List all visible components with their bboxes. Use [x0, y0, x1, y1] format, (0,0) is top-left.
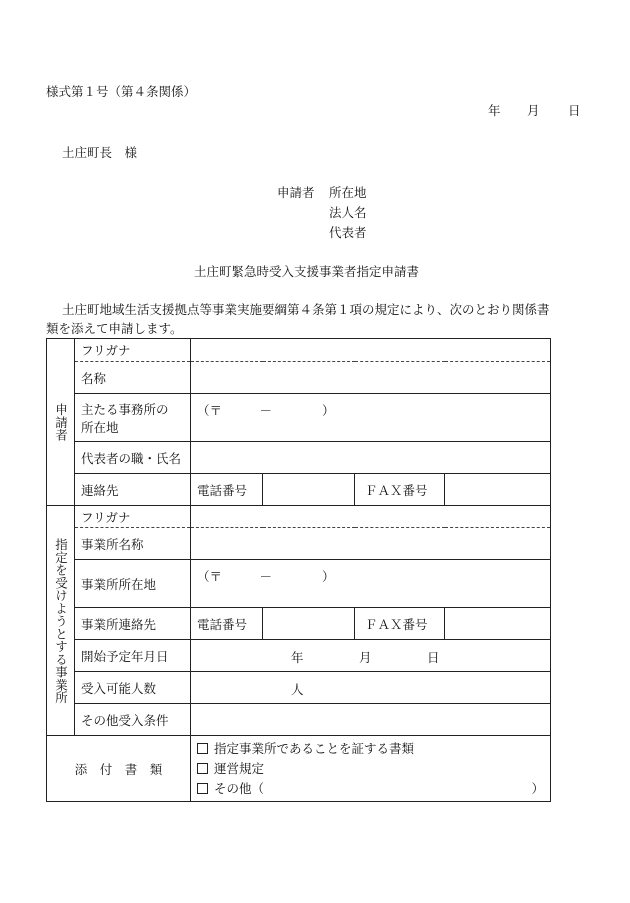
attachments-list	[191, 736, 551, 802]
body-text-line1: 土庄町地域生活支援拠点等事業実施要綱第４条第１項の規定により、次のとおり関係書	[62, 302, 550, 317]
form-number: 様式第１号（第４条関係）	[46, 84, 197, 99]
checkbox[interactable]	[197, 783, 208, 794]
document-title: 土庄町緊急時受入支援事業者指定申請書	[194, 264, 420, 279]
section-applicant: 申請者	[47, 339, 75, 506]
attachments-label: 添 付 書 類	[47, 736, 191, 802]
attachment-item-3[interactable]: その他（ ）	[197, 779, 544, 799]
start-date-label: 開始予定年月日	[75, 640, 191, 672]
office-address-field[interactable]	[191, 560, 551, 608]
section-office: 指定を受けようとする事業所	[47, 506, 75, 736]
office-tel-field[interactable]	[263, 608, 355, 640]
tel-label: 電話番号	[191, 474, 263, 506]
attachment-item-2[interactable]: 運営規定	[197, 759, 544, 779]
start-year: 年	[291, 650, 304, 665]
other-conditions-label: その他受入条件	[75, 704, 191, 736]
capacity-field[interactable]	[191, 672, 551, 704]
name-field[interactable]	[191, 362, 551, 394]
office-fax-label: ＦＡＸ番号	[355, 608, 445, 640]
main-office-label: 主たる事務所の 所在地	[75, 394, 191, 442]
contact-label: 連絡先	[75, 474, 191, 506]
attachment-item-1[interactable]: 指定事業所であることを証する書類	[197, 739, 544, 759]
office-furigana-label: フリガナ	[75, 506, 191, 528]
other-conditions-field[interactable]	[191, 704, 551, 736]
applicant-address-label: 所在地	[329, 185, 367, 200]
checkbox[interactable]	[197, 743, 208, 754]
capacity-label: 受入可能人数	[75, 672, 191, 704]
furigana-label: フリガナ	[75, 339, 191, 362]
office-address-label: 事業所所在地	[75, 560, 191, 608]
checkbox[interactable]	[197, 763, 208, 774]
office-name-field[interactable]	[191, 528, 551, 560]
office-fax-field[interactable]	[445, 608, 551, 640]
attachment-other-close: ）	[531, 780, 544, 796]
rep-title-name-field[interactable]	[191, 442, 551, 474]
date-year: 年	[488, 103, 501, 118]
date-month: 月	[527, 103, 540, 118]
applicant-rep-label: 代表者	[329, 225, 367, 240]
applicant-corp-name-label: 法人名	[329, 205, 367, 220]
start-date-field[interactable]	[191, 640, 551, 672]
office-postal-code: （〒 － ）	[197, 569, 335, 584]
fax-label: ＦＡＸ番号	[355, 474, 445, 506]
fax-field[interactable]	[445, 474, 551, 506]
rep-title-name-label: 代表者の職・氏名	[75, 442, 191, 474]
office-furigana-field[interactable]	[191, 506, 551, 528]
furigana-field[interactable]	[191, 339, 551, 362]
office-contact-label: 事業所連絡先	[75, 608, 191, 640]
addressee: 土庄町長 様	[62, 145, 138, 160]
office-tel-label: 電話番号	[191, 608, 263, 640]
capacity-unit: 人	[291, 682, 304, 697]
date-day: 日	[568, 103, 581, 118]
name-label: 名称	[75, 362, 191, 394]
start-month: 月	[359, 650, 372, 665]
start-day: 日	[427, 650, 440, 665]
application-form-table	[46, 338, 550, 802]
postal-code: （〒 － ）	[197, 403, 335, 418]
body-text-line2: 類を添えて申請します。	[46, 321, 183, 336]
tel-field[interactable]	[263, 474, 355, 506]
main-office-address-field[interactable]	[191, 394, 551, 442]
applicant-label: 申請者	[277, 185, 315, 200]
office-name-label: 事業所名称	[75, 528, 191, 560]
